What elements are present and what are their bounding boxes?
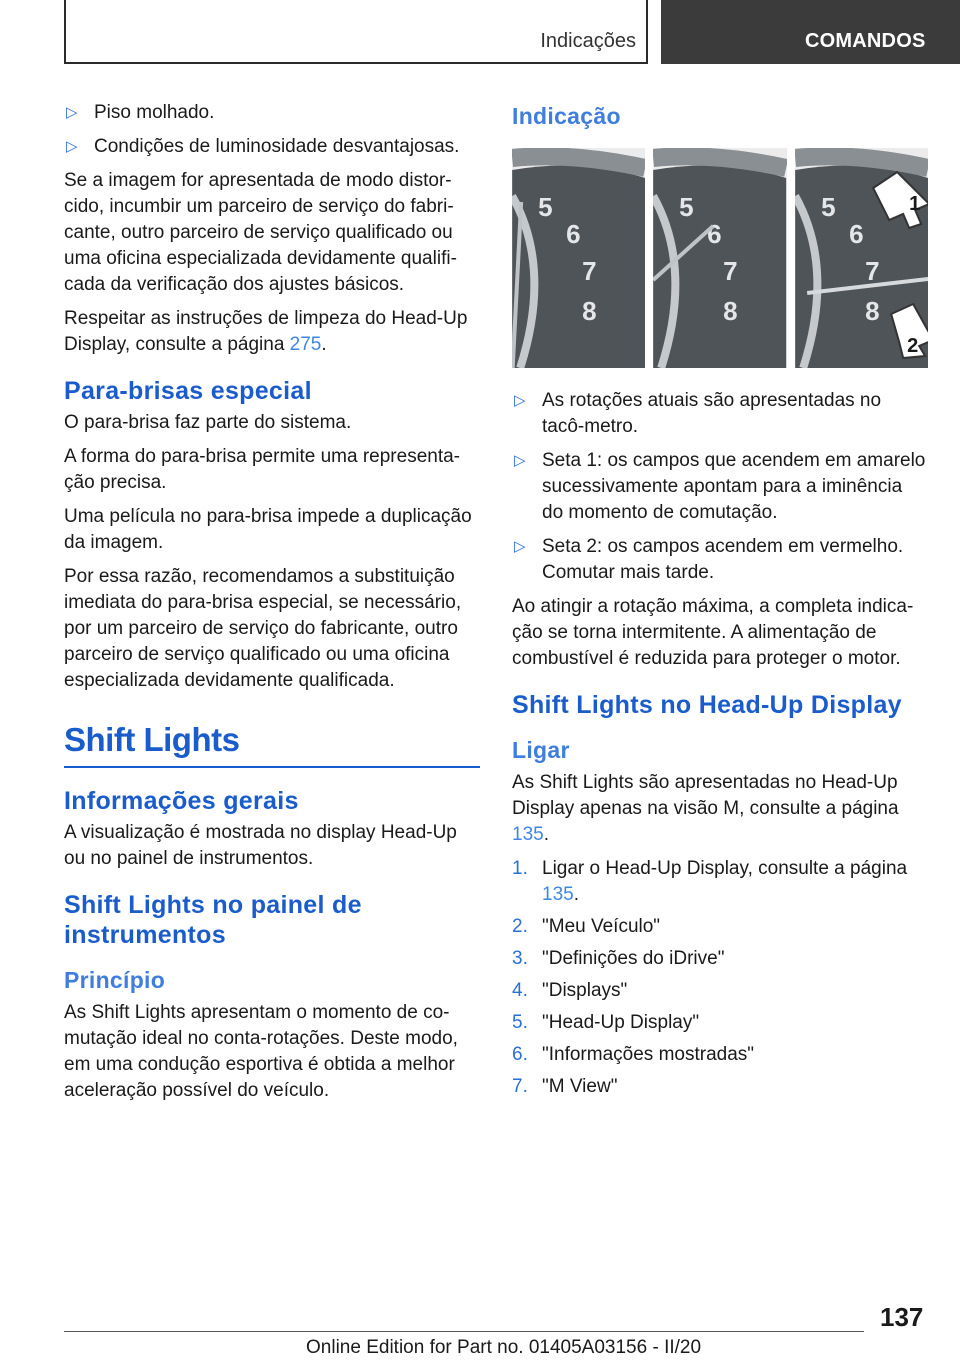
- page-link[interactable]: 135: [512, 824, 544, 845]
- step-item: 3. "Definições do iDrive": [512, 946, 928, 972]
- header-box: [64, 0, 648, 64]
- step-number: 7.: [512, 1076, 528, 1097]
- step-item: 5. "Head-Up Display": [512, 1010, 928, 1036]
- list-item: ▷ Seta 2: os campos acendem em vermelho. Comutar mais tarde.: [514, 536, 904, 583]
- tick-label: 8: [582, 296, 597, 326]
- tachometer-panel-3: [795, 148, 928, 368]
- arrow-1-label: 1: [908, 193, 920, 215]
- arrow-2-label: 2: [906, 335, 918, 357]
- step-number: 4.: [512, 980, 528, 1001]
- tick-label: 6: [848, 219, 864, 249]
- page-link[interactable]: 275: [289, 334, 322, 355]
- list-item: ▷ Seta 1: os campos que acendem em amarelo sucessivamente apontam para a iminência do momento de comutação.: [514, 450, 926, 523]
- paragraph: As Shift Lights são apresentadas no Head-Up Display apenas na visão M, consulte a página 135.: [512, 772, 899, 845]
- paragraph: Por essa razão, recomendamos a substituição imediata do para-brisa especial, se necessário, por um parceiro de serviço do fabricante, outro parceiro de serviço qualificado ou uma oficina especializada devidamente qualificada.: [64, 566, 462, 691]
- tachometer-graphic: [653, 148, 786, 368]
- footer-edition: Online Edition for Part no. 01405A03156 - II/20: [306, 1337, 702, 1358]
- step-number: 1.: [512, 858, 528, 879]
- heading-ligar: Ligar: [512, 737, 570, 763]
- tachometer-figure: [512, 148, 928, 368]
- tick-label: 7: [864, 256, 880, 286]
- tachometer-graphic: [795, 148, 928, 368]
- page-number: 137: [880, 1302, 924, 1332]
- right-column: [512, 100, 928, 1106]
- paragraph: Ao atingir a rotação máxima, a completa indica-ção se torna intermitente. A alimentação de combustível é reduzida para proteger o motor.: [512, 596, 914, 669]
- heading-informacoes-gerais: Informações gerais: [64, 787, 299, 815]
- triangle-bullet-icon: ▷: [66, 104, 78, 121]
- triangle-bullet-icon: ▷: [514, 538, 526, 555]
- list-item: ▷ Piso molhado.: [64, 100, 480, 126]
- heading-hud: Shift Lights no Head-Up Display: [512, 691, 902, 719]
- tick-label: 6: [707, 219, 722, 249]
- step-item: 2. "Meu Veículo": [512, 914, 928, 940]
- step-item: 1. Ligar o Head-Up Display, consulte a página 135.: [512, 858, 908, 905]
- tachometer-panel-2: [653, 148, 786, 368]
- tick-label: 6: [566, 219, 581, 249]
- heading-painel: Shift Lights no painel de instrumentos: [64, 891, 362, 949]
- tick-label: 8: [864, 296, 880, 326]
- step-item: 4. "Displays": [512, 978, 928, 1004]
- heading-principio: Princípio: [64, 967, 166, 993]
- header-chapter-tab[interactable]: COMANDOS: [661, 0, 960, 64]
- heading-parabrisas: Para-brisas especial: [64, 377, 312, 405]
- paragraph: A forma do para-brisa permite uma representa-ção precisa.: [64, 446, 461, 493]
- tick-label: 7: [582, 256, 597, 286]
- step-item: 6. "Informações mostradas": [512, 1042, 928, 1068]
- left-column: [64, 100, 480, 1112]
- step-number: 6.: [512, 1044, 528, 1065]
- step-number: 5.: [512, 1012, 528, 1033]
- step-number: 3.: [512, 948, 528, 969]
- list-item: ▷ Condições de luminosidade desvantajosas.: [64, 134, 480, 160]
- tick-label: 5: [679, 192, 694, 222]
- tick-label: 5: [538, 192, 553, 222]
- paragraph: A visualização é mostrada no display Head-Up ou no painel de instrumentos.: [64, 822, 457, 869]
- page-link[interactable]: 135: [542, 884, 574, 905]
- step-item: 7. "M View": [512, 1074, 928, 1100]
- triangle-bullet-icon: ▷: [514, 392, 526, 409]
- triangle-bullet-icon: ▷: [66, 138, 78, 155]
- heading-shift-lights: Shift Lights: [64, 720, 480, 768]
- tick-label: 5: [820, 192, 836, 222]
- footer-divider: [64, 1331, 864, 1332]
- list-item: ▷ As rotações atuais são apresentadas no tacô-metro.: [514, 390, 882, 437]
- tachometer-panel-1: [512, 148, 645, 368]
- tick-label: 8: [723, 296, 738, 326]
- triangle-bullet-icon: ▷: [514, 452, 526, 469]
- paragraph: Se a imagem for apresentada de modo distor-cido, incumbir um parceiro de serviço do fabri-cante, outro parceiro de serviço qualificado ou uma oficina especializada devidamente qualifi-cada da verificação dos ajustes básicos.: [64, 170, 457, 295]
- paragraph: O para-brisa faz parte do sistema.: [64, 412, 352, 433]
- header-section-title: Indicações: [540, 30, 636, 52]
- paragraph: As Shift Lights apresentam o momento de co-mutação ideal no conta-rotações. Deste modo, em uma condução esportiva é obtida a melhor aceleração possível do veículo.: [64, 1002, 458, 1101]
- paragraph: Uma película no para-brisa impede a duplicação da imagem.: [64, 506, 472, 553]
- heading-indicacao: Indicação: [512, 103, 621, 129]
- tick-label: 7: [723, 256, 738, 286]
- paragraph: Respeitar as instruções de limpeza do Head-Up Display, consulte a página 275.: [64, 308, 468, 355]
- step-number: 2.: [512, 916, 528, 937]
- tachometer-graphic: [512, 148, 645, 368]
